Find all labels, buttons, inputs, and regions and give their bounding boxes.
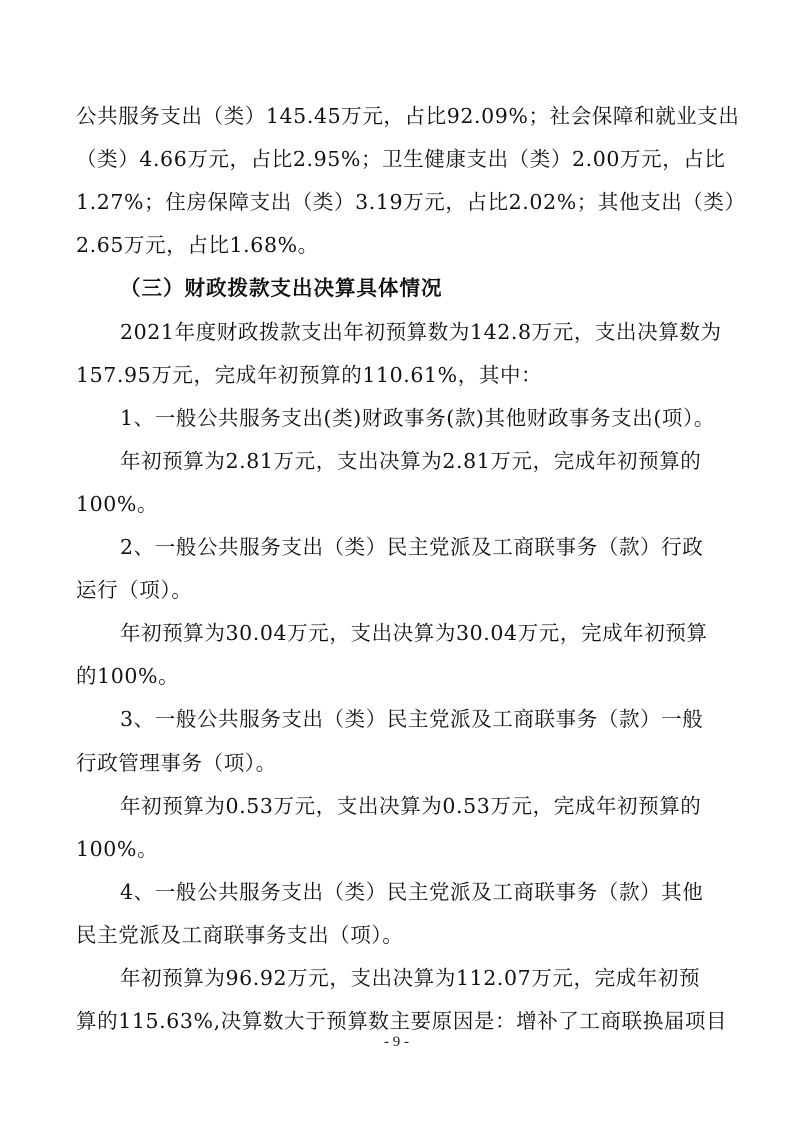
paragraph-line: 100%。 [76,491,159,516]
paragraph-line: 100%。 [76,836,159,861]
list-item-line: 4、一般公共服务支出（类）民主党派及工商联事务（款）其他 [120,879,704,904]
paragraph-line: 年初预算为30.04万元，支出决算为30.04万元，完成年初预算 [120,621,708,646]
paragraph-line: 算的115.63%,决算数大于预算数主要原因是：增补了工商联换届项目 [76,1009,728,1034]
paragraph-line: 的100%。 [76,664,180,689]
list-item-line: 行政管理事务（项）。 [76,750,277,775]
paragraph-line: 1.27%；住房保障支出（类）3.19万元，占比2.02%；其他支出（类） [76,190,746,215]
paragraph-line: 年初预算为2.81万元，支出决算为2.81万元，完成年初预算的 [120,448,702,473]
list-item-line: 2、一般公共服务支出（类）民主党派及工商联事务（款）行政 [120,535,704,559]
list-item-line: 3、一般公共服务支出（类）民主党派及工商联事务（款）一般 [120,707,704,732]
list-item-line: 1、一般公共服务支出(类)财政事务(款)其他财政事务支出(项）。 [120,405,715,430]
paragraph-line: （类）4.66万元，占比2.95%；卫生健康支出（类）2.00万元，占比 [76,147,726,172]
paragraph-line: 公共服务支出（类）145.45万元，占比92.09%；社会保障和就业支出 [76,104,740,128]
page-number: - 9 - [384,1034,409,1050]
list-item-line: 运行（项）。 [76,578,193,603]
paragraph-line: 年初预算为0.53万元，支出决算为0.53万元，完成年初预算的 [120,793,702,818]
paragraph-line: 2021年度财政拨款支出年初预算数为142.8万元，支出决算数为 [120,319,722,344]
section-heading: （三）财政拨款支出决算具体情况 [120,276,443,301]
paragraph-line: 2.65万元，占比1.68%。 [76,233,319,258]
list-item-line: 民主党派及工商联事务支出（项）。 [76,922,404,947]
paragraph-line: 年初预算为96.92万元，支出决算为112.07万元，完成年初预 [120,966,701,990]
paragraph-line: 157.95万元，完成年初预算的110.61%，其中： [76,362,543,387]
